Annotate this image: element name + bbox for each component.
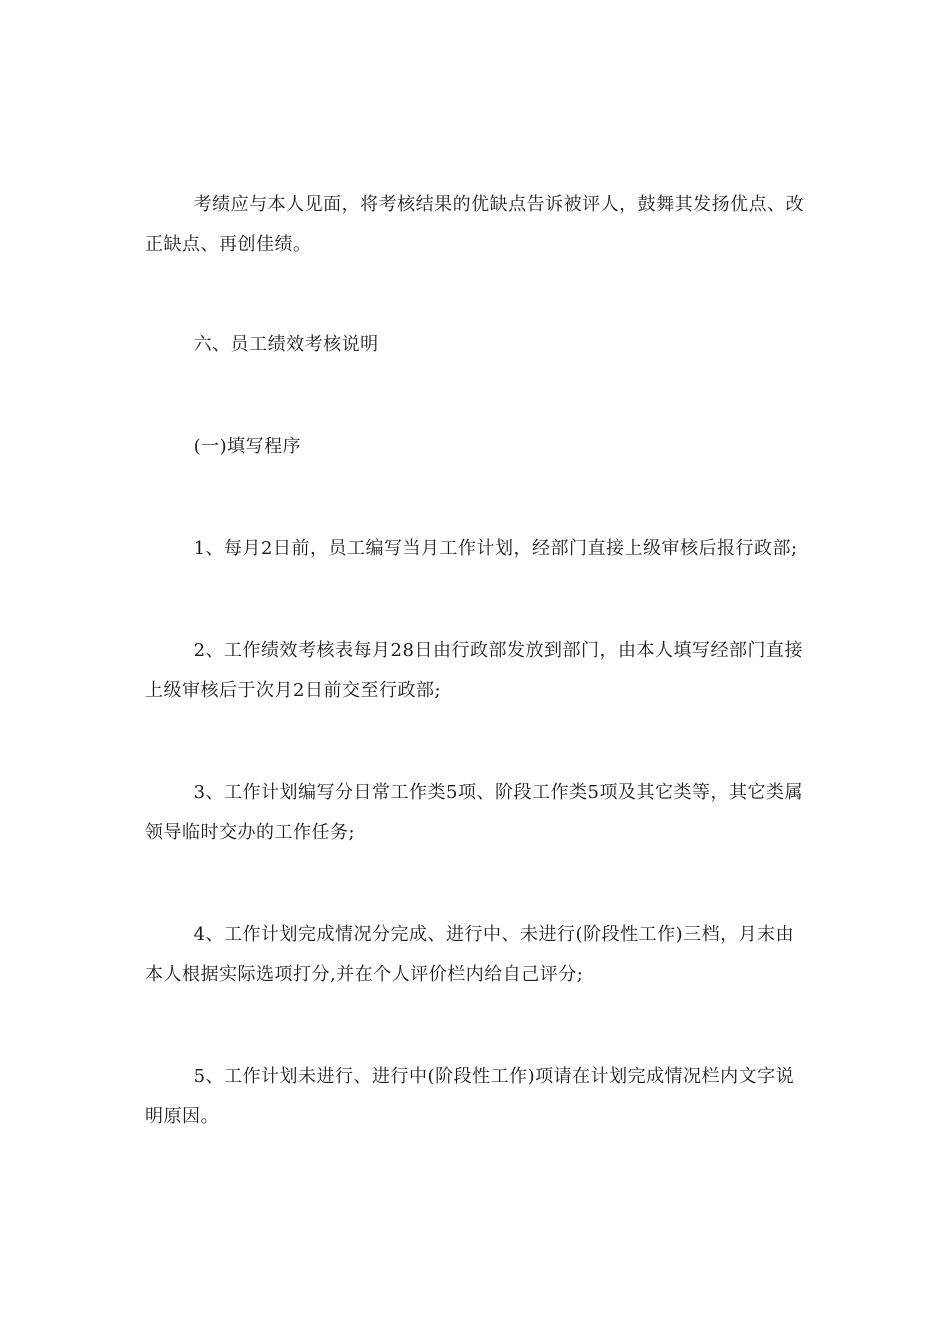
list-item-1: 1、每月2日前，员工编写当月工作计划，经部门直接上级审核后报行政部; <box>193 538 798 559</box>
paragraph-feedback: 考绩应与本人见面，将考核结果的优缺点告诉被评人，鼓舞其发扬优点、改正缺点、再创佳绩。 <box>145 194 805 255</box>
section-heading-six: 六、员工绩效考核说明 <box>193 334 379 355</box>
list-item-3: 3、工作计划编写分日常工作类5项、阶段工作类5项及其它类等，其它类属领导临时交办的工作任务; <box>145 782 803 843</box>
list-item-4: 4、工作计划完成情况分完成、进行中、未进行(阶段性工作)三档，月末由本人根据实际选项打分,并在个人评价栏内给自己评分; <box>145 924 795 985</box>
list-item-2: 2、工作绩效考核表每月28日由行政部发放到部门，由本人填写经部门直接上级审核后于次月2日前交至行政部; <box>145 640 803 701</box>
subsection-heading-procedure: (一)填写程序 <box>193 436 302 457</box>
list-item-5: 5、工作计划未进行、进行中(阶段性工作)项请在计划完成情况栏内文字说明原因。 <box>145 1066 795 1127</box>
document-body <box>145 185 805 1137</box>
